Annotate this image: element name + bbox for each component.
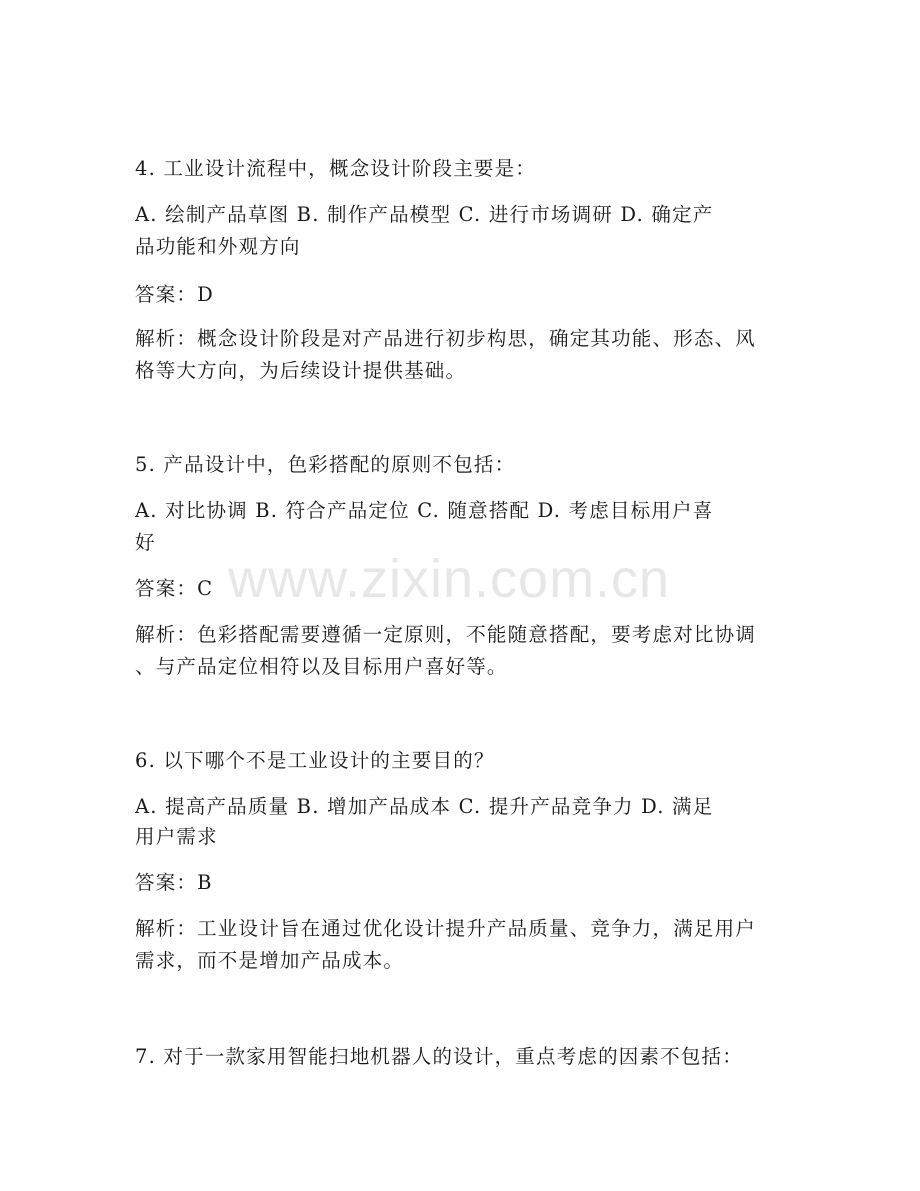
question-6-stem: 6. 以下哪个不是工业设计的主要目的？	[135, 749, 495, 772]
question-6-analysis-line-1: 解析：工业设计旨在通过优化设计提升产品质量、竞争力，满足用户	[135, 917, 757, 940]
watermark: www.zixin.com.cn	[228, 549, 671, 609]
question-5-answer: 答案：C	[135, 577, 214, 600]
question-4-options-line-2: 品功能和外观方向	[135, 235, 301, 258]
question-5-analysis-line-1: 解析：色彩搭配需要遵循一定原则，不能随意搭配，要考虑对比协调	[135, 623, 757, 646]
question-7-stem: 7. 对于一款家用智能扫地机器人的设计，重点考虑的因素不包括：	[135, 1045, 744, 1068]
question-4-analysis-line-2: 格等大方向，为后续设计提供基础。	[135, 359, 467, 382]
question-4-options-line-1: A. 绘制产品草图 B. 制作产品模型 C. 进行市场调研 D. 确定产	[135, 203, 714, 226]
question-4-stem: 4. 工业设计流程中，概念设计阶段主要是：	[135, 157, 537, 180]
question-5-analysis-line-2: 、与产品定位相符以及目标用户喜好等。	[135, 655, 508, 678]
question-5-stem: 5. 产品设计中，色彩搭配的原则不包括：	[135, 453, 516, 476]
question-5-options-line-2: 好	[135, 531, 156, 554]
question-5-options-line-1: A. 对比协调 B. 符合产品定位 C. 随意搭配 D. 考虑目标用户喜	[135, 499, 714, 522]
question-6-options-line-2: 用户需求	[135, 825, 218, 848]
question-4-answer: 答案：D	[135, 283, 214, 306]
question-4-analysis-line-1: 解析：概念设计阶段是对产品进行初步构思，确定其功能、形态、风	[135, 327, 757, 350]
question-6-analysis-line-2: 需求，而不是增加产品成本。	[135, 949, 405, 972]
question-6-options-line-1: A. 提高产品质量 B. 增加产品成本 C. 提升产品竞争力 D. 满足	[135, 795, 714, 818]
question-6-answer: 答案：B	[135, 871, 213, 894]
